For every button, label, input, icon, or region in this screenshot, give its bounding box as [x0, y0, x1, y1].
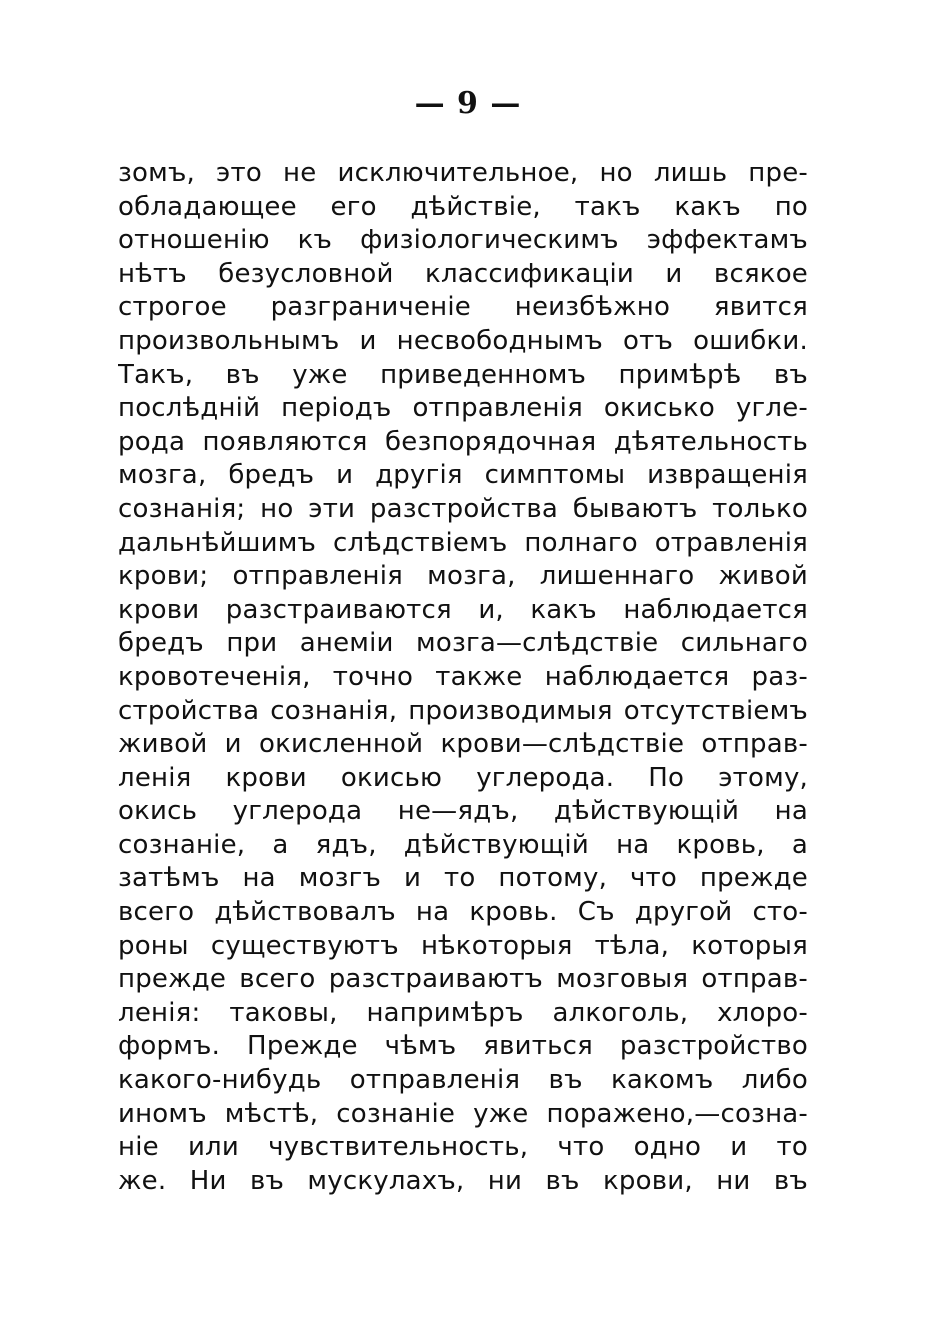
text-line: иномъ мѣстѣ, сознаніе уже поражено,—созна-: [118, 1098, 808, 1129]
text-line: сознанія; но эти разстройства бываютъ только: [118, 493, 808, 524]
text-line: окись углерода не—ядъ, дѣйствующій на: [118, 796, 808, 827]
body-text: [118, 157, 808, 1198]
text-line: обладающее его дѣйствіе, такъ какъ по: [118, 191, 808, 222]
text-line: произвольнымъ и несвободнымъ отъ ошибки.: [118, 325, 808, 356]
text-line: роны существуютъ нѣкоторыя тѣла, которыя: [118, 930, 808, 961]
text-line: живой и окисленной крови—слѣдствіе отправ-: [118, 729, 808, 760]
text-line: бредъ при анеміи мозга—слѣдствіе сильнаго: [118, 628, 808, 659]
text-line: зомъ, это не исключительное, но лишь пре-: [118, 158, 808, 188]
text-line: нѣтъ безусловной классификаціи и всякое: [118, 258, 808, 289]
text-line: послѣдній періодъ отправленія окисько угле-: [118, 393, 808, 424]
text-line: ніе или чувствительность, что одно и то: [118, 1132, 808, 1163]
text-line: кровотеченія, точно также наблюдается раз-: [118, 661, 808, 692]
text-line: формъ. Прежде чѣмъ явиться разстройство: [118, 1031, 808, 1062]
text-line: рода появляются безпорядочная дѣятельность: [118, 426, 808, 457]
text-line: сознаніе, а ядъ, дѣйствующій на кровь, а: [118, 829, 808, 860]
text-line: всего дѣйствовалъ на кровь. Съ другой сто-: [118, 897, 808, 928]
text-line: строгое разграниченіе неизбѣжно явится: [118, 292, 808, 323]
text-line: стройства сознанія, производимыя отсутствіемъ: [118, 695, 808, 726]
text-line: крови; отправленія мозга, лишеннаго живой: [118, 561, 808, 592]
text-line: какого-нибудь отправленія въ какомъ либо: [118, 1065, 808, 1096]
text-line: мозга, бредъ и другія симптомы извращенія: [118, 460, 808, 491]
text-line: отношенію къ физіологическимъ эффектамъ: [118, 225, 808, 256]
text-line: Такъ, въ уже приведенномъ примѣрѣ въ: [118, 359, 808, 390]
text-line: ленія крови окисью углерода. По этому,: [118, 762, 808, 793]
text-line: дальнѣйшимъ слѣдствіемъ полнаго отравленія: [118, 527, 808, 558]
text-line: прежде всего разстраиваютъ мозговыя отправ-: [118, 964, 808, 995]
text-line: ленія: таковы, напримѣръ алкоголь, хлоро-: [118, 997, 808, 1028]
text-line: же. Ни въ мускулахъ, ни въ крови, ни въ: [118, 1165, 808, 1196]
text-line: затѣмъ на мозгъ и то потому, что прежде: [118, 863, 808, 894]
text-line: крови разстраиваются и, какъ наблюдается: [118, 594, 808, 625]
page-number: — 9 —: [414, 86, 522, 121]
